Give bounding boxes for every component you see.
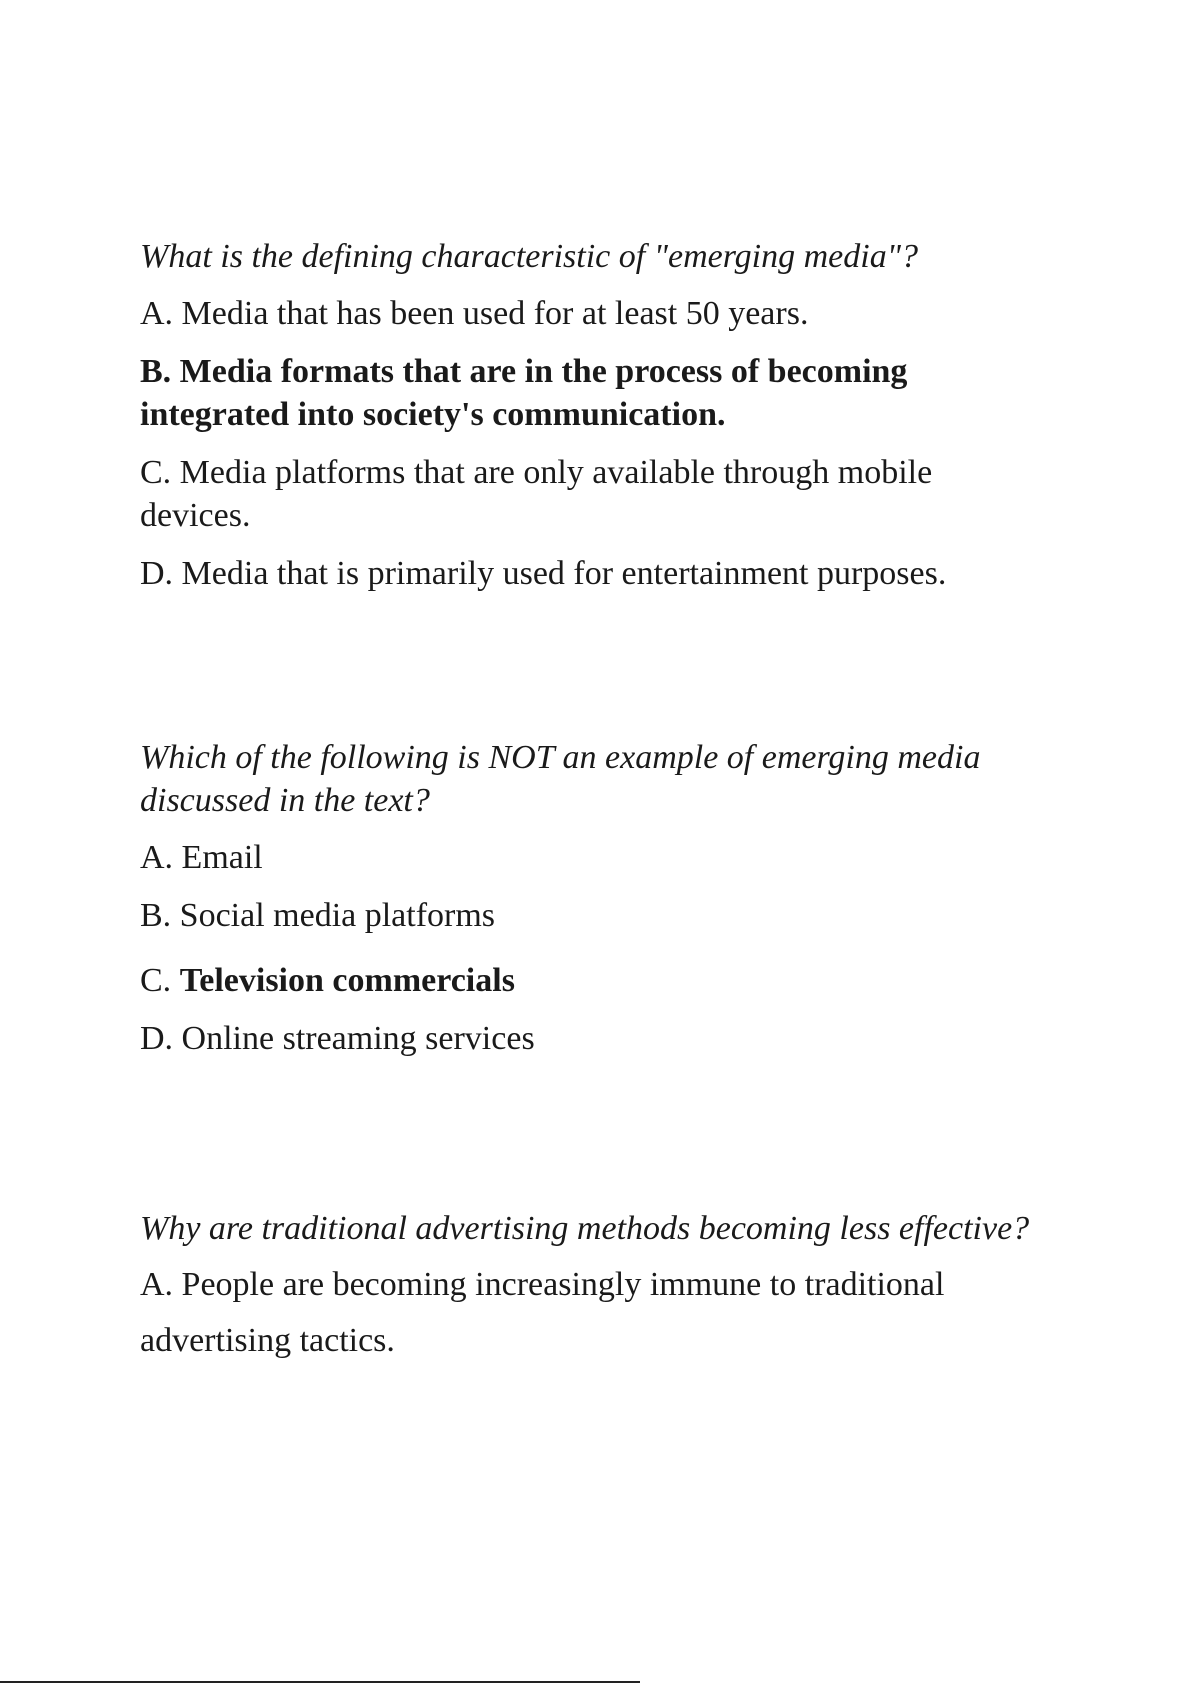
question-block-1 bbox=[140, 235, 1040, 610]
answer-option-a: A. Media that has been used for at least 50 years. bbox=[140, 295, 809, 332]
answer-option-b-correct: B. Media formats that are in the process of becoming integrated into society's communication. bbox=[140, 353, 908, 433]
answer-option-b: B. Social media platforms bbox=[140, 897, 496, 934]
answer-option-c-correct: Television commercials bbox=[179, 962, 515, 999]
answer-option-d: D. Online streaming services bbox=[140, 1020, 535, 1057]
footer-rule bbox=[0, 1681, 640, 1683]
option-prefix: C. bbox=[140, 962, 180, 999]
answer-option-c: C. Media platforms that are only available through mobile devices. bbox=[140, 454, 933, 534]
question-block-2 bbox=[140, 736, 1040, 1075]
question-block-3 bbox=[140, 1207, 1040, 1384]
question-prompt: Why are traditional advertising methods becoming less effective? bbox=[140, 1210, 1030, 1247]
answer-option-a: A. People are becoming increasingly immune to traditional advertising tactics. bbox=[140, 1266, 945, 1359]
answer-option-a: A. Email bbox=[140, 839, 263, 876]
answer-option-c bbox=[140, 959, 1040, 1002]
answer-option-d: D. Media that is primarily used for entertainment purposes. bbox=[140, 555, 947, 592]
question-prompt: Which of the following is NOT an example of emerging media discussed in the text? bbox=[140, 739, 981, 819]
question-prompt: What is the defining characteristic of "emerging media"? bbox=[140, 238, 918, 275]
